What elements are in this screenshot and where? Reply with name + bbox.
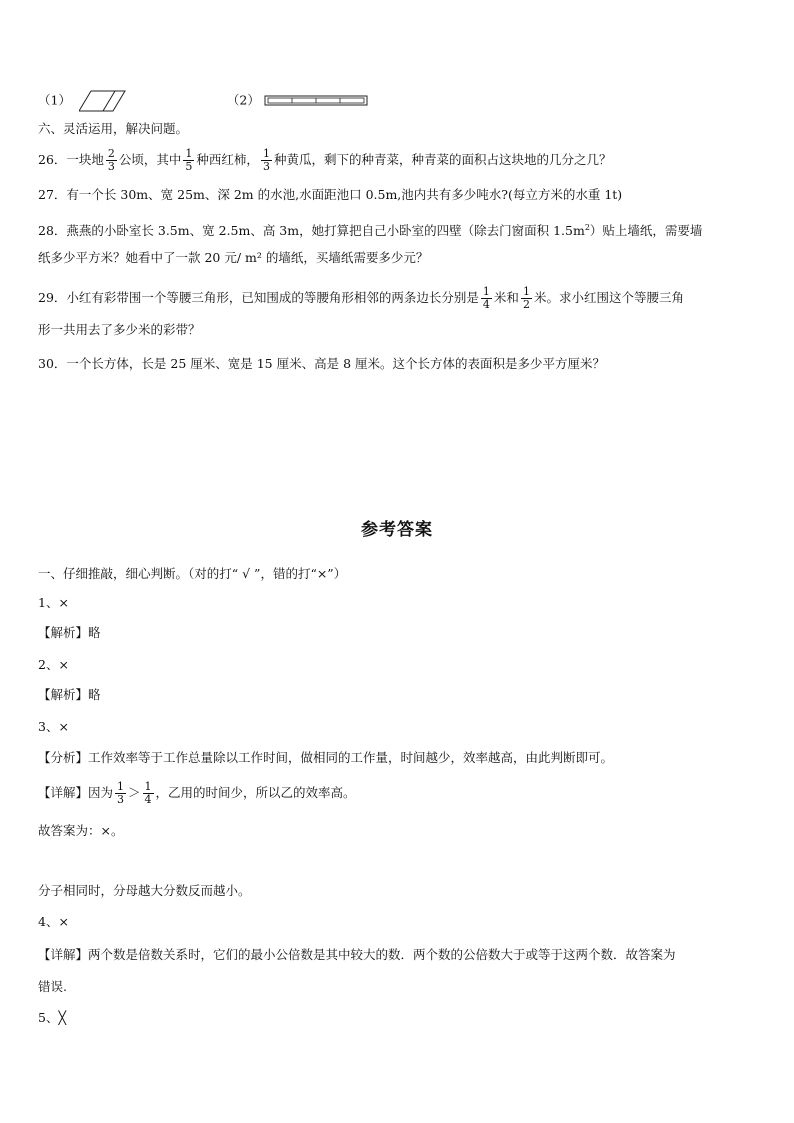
answer-3-note: 分子相同时，分母越大分数反而越小。 — [38, 883, 251, 898]
parallelogram-figure — [79, 90, 127, 112]
fraction: $\frac{1}{3}$ — [117, 780, 125, 806]
answer-4: 4、× — [38, 914, 69, 929]
fraction: $\frac{1}{2}$ — [522, 285, 530, 311]
answer-5: 5、╳ — [38, 1010, 66, 1025]
segmented-bar-figure — [264, 95, 368, 107]
fraction: $\frac{1}{5}$ — [185, 147, 193, 173]
answer-1: 1、× — [38, 595, 69, 610]
answer-2-analysis: 【解析】略 — [38, 687, 101, 702]
question-28-line2: 纸多少平方米？她看中了一款 20 元/ m² 的墙纸，买墙纸需要多少元？ — [38, 250, 429, 265]
answer-4-detail-line2: 错误. — [38, 979, 67, 994]
figure-2-label: （2） — [226, 92, 260, 108]
answer-1-analysis: 【解析】略 — [38, 625, 101, 640]
fraction: $\frac{2}{3}$ — [107, 147, 115, 173]
answer-4-detail-line1: 【详解】两个数是倍数关系时，它们的最小公倍数是其中较大的数．两个数的公倍数大于或等于这两个数．故答案为 — [38, 947, 676, 962]
fraction: $\frac{1}{3}$ — [262, 147, 270, 173]
answer-3: 3、× — [38, 719, 69, 734]
fraction: $\frac{1}{4}$ — [144, 780, 152, 806]
section6-heading: 六、灵活运用，解决问题。 — [38, 121, 189, 136]
answer-2: 2、× — [38, 657, 69, 672]
question-30: 30．一个长方体，长是 25 厘米、宽是 15 厘米、高是 8 厘米。这个长方体的表面积是多少平方厘米？ — [38, 356, 606, 371]
answers-title: 参考答案 — [361, 520, 433, 540]
question-28-line1: 28．燕燕的小卧室长 3.5m、宽 2.5m、高 3m，她打算把自己小卧室的四壁（除去门窗面积 $1.5m^2$）贴上墙纸，需要墙 — [38, 223, 703, 239]
question-26: 26．一块地 $\frac{2}{3}$ 公顷，其中 $\frac{1}{5}$ 种西红柿， $\frac{1}{3}$ 种黄瓜，剩下的种青菜，种青菜的面积占这块地的几分之几？ — [38, 147, 612, 173]
answer-3-conclusion: 故答案为：×。 — [38, 823, 124, 838]
answer-3-analysis: 【分析】工作效率等于工作总量除以工作时间，做相同的工作量，时间越少，效率越高，由此判断即可。 — [38, 750, 614, 765]
answers-section1-heading: 一、仔细推敲，细心判断。（对的打“ √ ”，错的打“×”） — [38, 566, 347, 581]
figure-row — [38, 90, 764, 112]
fraction: $\frac{1}{4}$ — [482, 285, 490, 311]
question-29-line2: 形一共用去了多少米的彩带？ — [38, 322, 201, 337]
figure-1-label: （1） — [38, 92, 71, 108]
question-27: 27．有一个长 30m、宽 25m、深 2m 的水池,水面距池口 0.5m,池内共有多少吨水?(每立方米的水重 1t) — [38, 187, 623, 202]
answer-3-detail: 【详解】因为 $\frac{1}{3}$ ＞ $\frac{1}{4}$ ，乙用的时间少，所以乙的效率高。 — [38, 780, 356, 806]
question-29-line1: 29．小红有彩带围一个等腰三角形，已知围成的等腰角形相邻的两条边长分别是 $\frac{1}{4}$ 米和 $\frac{1}{2}$ 米。求小红围这个等腰三角 — [38, 285, 684, 311]
